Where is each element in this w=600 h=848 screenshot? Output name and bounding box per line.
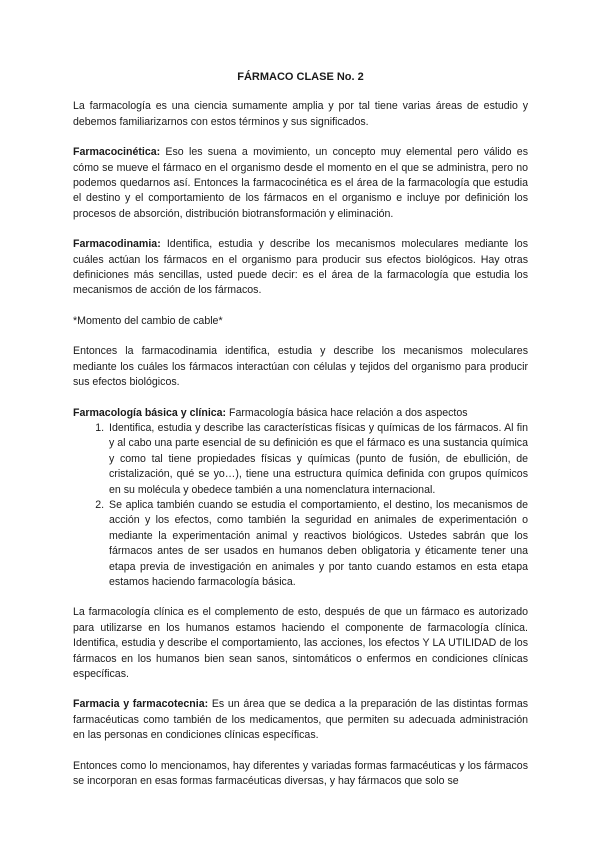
closing-paragraph: Entonces como lo mencionamos, hay diferentes y variadas formas farmacéuticas y los fármacos se incorporan en esas formas farmacéuticas diversas, y hay fármacos que solo se (73, 759, 528, 788)
farmacodinamia-term: Farmacodinamia: (73, 238, 161, 251)
page-title: FÁRMACO CLASE No. 2 (237, 71, 364, 83)
intro-paragraph: La farmacología es una ciencia sumamente amplia y por tal tiene varias áreas de estudio y debemos familiarizarnos con estos términos y sus significados. (73, 100, 528, 128)
farmacia-text: Es un área que se dedica a la preparación de las distintas formas farmacéuticas como también de los medicamentos, que permiten su adecuada administración en las personas en condiciones clínicas específicas. (73, 698, 529, 742)
list-item: 2. Se aplica también cuando se estudia el comportamiento, el destino, los mecanismos de acción y los efectos, como también la seguridad en animales de experimentación o mediante la experimentación animal y reactivos biológicos. Ustedes sabrán que los fármacos antes de ser usados en humanos deben obligatoria y éticamente tener una etapa previa de investigación en animales y por tanto cuando estamos en esta etapa estamos haciendo farmacología básica. (107, 498, 528, 590)
farmacodinamia-restated-paragraph: Entonces la farmacodinamia identifica, estudia y describe los mecanismos moleculares mediante los cuáles los fármacos interactúan con células y tejidos del organismo para producir sus efectos biológicos. (73, 345, 528, 389)
farmacia-paragraph (73, 697, 528, 743)
farmacocinetica-text: Eso les suena a movimiento, un concepto muy elemental pero válido es cómo se mueve el fármaco en el organismo desde el momento en el que se administra, pero no podemos quedarnos así. Entonces la farmacocinética es el área de la farmacología que estudia el destino y el comportamiento de los fármacos en el organismo e incluye por definición los procesos de absorción, distribución biotransformación y eliminación. (73, 146, 528, 220)
farmacocinetica-paragraph (73, 145, 528, 222)
list-item: 1. Identifica, estudia y describe las características físicas y químicas de los fármacos. Al fin y al cabo una parte esencial de su definición es que el fármaco es una sustancia química y como tal tiene propiedades físicas y químicas (punto de fusión, de ebullición, de cristalización, qué se yo…), tiene una estructura química definida con grupos químicos en su molécula y obedece también a una nomenclatura internacional. (107, 421, 528, 498)
farmacodinamia-text: Identifica, estudia y describe los mecanismos moleculares mediante los cuáles actúan los fármacos en el organismo para producir sus efectos biológicos. Hay otras definiciones más sencillas, usted puede decir: es el área de la farmacología que estudia los mecanismos de acción de los fármacos. (73, 238, 528, 297)
farmacia-term: Farmacia y farmacotecnia: (73, 698, 209, 711)
farmacodinamia-paragraph (73, 237, 528, 299)
note-paragraph: *Momento del cambio de cable* (73, 314, 223, 327)
basica-clinica-paragraph (73, 406, 528, 421)
clinica-paragraph: La farmacología clínica es el complemento de esto, después de que un fármaco es autorizado para utilizarse en los humanos estamos haciendo el componente de farmacología clínica. Identifica, estudia y describe el comportamiento, las acciones, los efectos Y LA UTILIDAD de los fármacos en los humanos bien sean sanos, sintomáticos o enfermos en condiciones clínicas específicas. (73, 606, 528, 680)
basica-clinica-text: Farmacología básica hace relación a dos aspectos (226, 406, 468, 419)
basica-clinica-term: Farmacología básica y clínica: (73, 406, 227, 419)
document-page (73, 70, 528, 804)
farmacocinetica-term: Farmacocinética: (73, 146, 161, 159)
basica-list (73, 421, 528, 590)
